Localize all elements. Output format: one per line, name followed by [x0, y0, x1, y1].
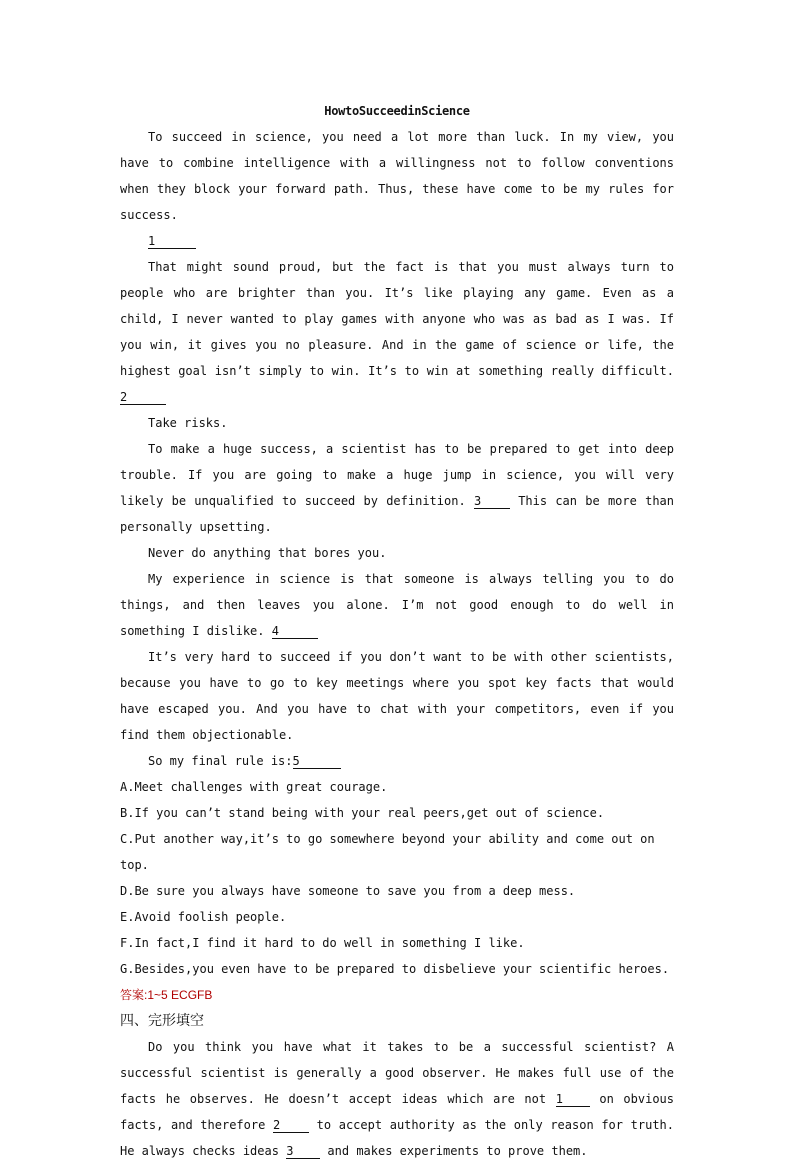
option-f: F.In fact,I find it hard to do well in something I like.: [120, 936, 525, 950]
paragraph-5-text: It’s very hard to succeed if you don’t want to be with other scientists, because you have to go to key meetings where you spot key facts that would have escaped you. And you have to chat with your competitors, even if you find them objectionable.: [120, 650, 674, 742]
intro-paragraph: [120, 124, 674, 228]
paragraph-3-text: To make a huge success, a scientist has to be prepared to get into deep trouble. If you are going to make a huge jump in science, you will very likely be unqualified to succeed by definition.: [120, 442, 674, 508]
options-list: [120, 774, 674, 982]
paragraph-2: [120, 254, 674, 410]
option-b: B.If you can’t stand being with your real peers,get out of science.: [120, 806, 605, 820]
cloze-blank-2[interactable]: 2: [273, 1118, 309, 1133]
option-g: G.Besides,you even have to be prepared to disbelieve your scientific heroes.: [120, 962, 670, 976]
cloze-text-b: on obvious facts, and therefore: [120, 1092, 674, 1132]
blank-4[interactable]: 4: [272, 624, 318, 639]
heading-never-bored: Never do anything that bores you.: [148, 546, 387, 560]
paragraph-4: [120, 566, 674, 644]
blank-5[interactable]: 5: [293, 754, 341, 769]
paragraph-3-tail: This can be more than personally upsetting.: [120, 494, 674, 534]
document-page: [120, 98, 674, 1164]
intro-text: To succeed in science, you need a lot more than luck. In my view, you have to combine intelligence with a willingness not to follow conventions when they block your forward path. Thus, these have come to be my rules for success.: [120, 130, 674, 222]
answer-label: 答案:: [120, 988, 148, 1002]
passage-title: HowtoSucceedinScience: [324, 104, 470, 118]
cloze-text-d: and makes experiments to prove them.: [327, 1144, 588, 1158]
answer-line: [120, 982, 674, 1008]
blank-2[interactable]: 2: [120, 390, 166, 405]
option-d: D.Be sure you always have someone to save you from a deep mess.: [120, 884, 576, 898]
answer-text: 1~5 ECGFB: [147, 988, 213, 1002]
blank-line-1: [120, 228, 674, 254]
option-c: C.Put another way,it’s to go somewhere beyond your ability and come out on top.: [120, 832, 655, 872]
cloze-text-a: Do you think you have what it takes to be a successful scientist? A successful scientist is generally a good observer. He makes full use of the facts he observes. He doesn’t accept ideas which are not: [120, 1040, 674, 1106]
option-a: A.Meet challenges with great courage.: [120, 780, 388, 794]
cloze-paragraph: [120, 1034, 674, 1164]
cloze-blank-3[interactable]: 3: [286, 1144, 320, 1159]
blank-3[interactable]: 3: [474, 494, 510, 509]
cloze-blank-1[interactable]: 1: [556, 1092, 590, 1107]
section-heading: 四、完形填空: [120, 1013, 204, 1029]
paragraph-2-text: That might sound proud, but the fact is that you must always turn to people who are brighter than you. It’s like playing any game. Even as a child, I never wanted to play games with anyone who was as bad as I was. If you win, it gives you no pleasure. And in the game of science or life, the highest goal isn’t simply to win. It’s to win at something really difficult.: [120, 260, 674, 378]
heading-take-risks: Take risks.: [148, 416, 228, 430]
final-rule-line: [120, 748, 674, 774]
option-e: E.Avoid foolish people.: [120, 910, 287, 924]
cloze-text-c: to accept authority as the only reason for truth. He always checks ideas: [120, 1118, 674, 1158]
paragraph-4-text: My experience in science is that someone is always telling you to do things, and then leaves you alone. I’m not good enough to do well in something I dislike.: [120, 572, 674, 638]
final-rule-text: So my final rule is:: [148, 754, 293, 768]
paragraph-5: [120, 644, 674, 748]
blank-1[interactable]: 1: [148, 234, 196, 249]
paragraph-3: [120, 436, 674, 540]
